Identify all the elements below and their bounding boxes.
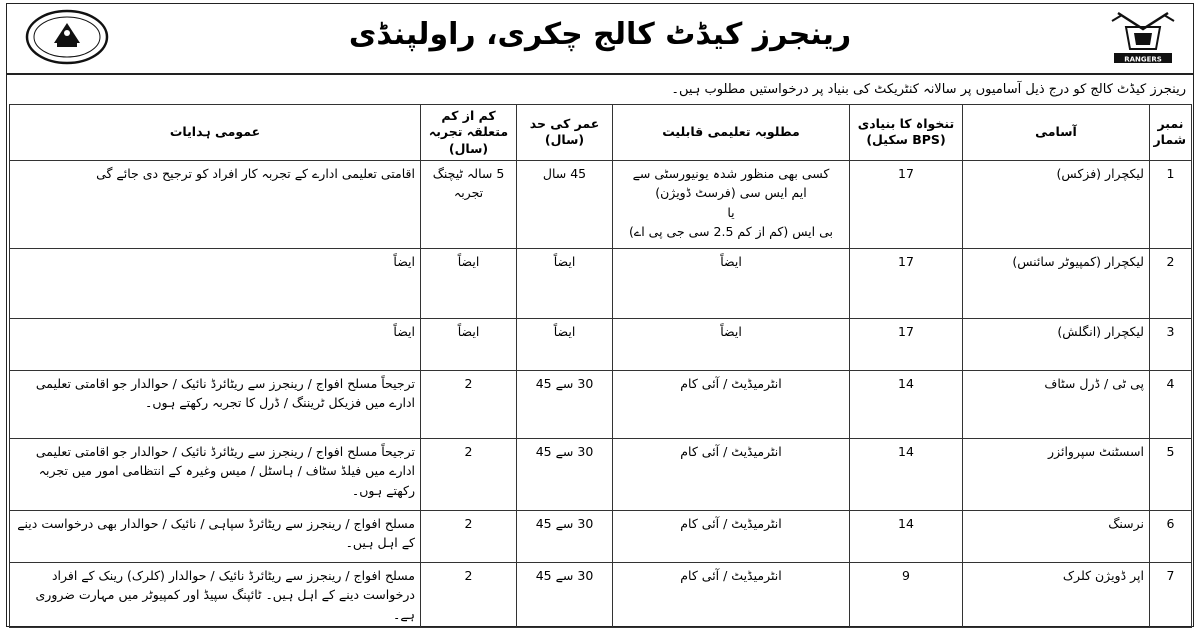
- header-age: عمر کی حد (سال): [517, 105, 613, 161]
- row-post: لیکچرار (کمپیوٹر سائنس): [963, 248, 1150, 318]
- table-row: [10, 248, 1192, 318]
- header-post: آسامی: [963, 105, 1150, 161]
- row-age: 30 سے 45: [517, 562, 613, 627]
- vacancies-table: [9, 104, 1192, 628]
- row-experience: ایضاً: [421, 248, 517, 318]
- row-qualification: کسی بھی منظور شدہ یونیورسٹی سے ایم ایس سی (فرسٹ ڈویژن) یا بی ایس (کم از کم 2.5 سی جی پی اے): [613, 160, 850, 248]
- row-post: لیکچرار (انگلش): [963, 318, 1150, 370]
- row-serial: 4: [1150, 370, 1192, 438]
- row-instructions: اقامتی تعلیمی ادارے کے تجربہ کار افراد کو ترجیح دی جائے گی: [10, 160, 421, 248]
- row-serial: 7: [1150, 562, 1192, 627]
- row-serial: 5: [1150, 438, 1192, 510]
- table-row: [10, 562, 1192, 627]
- table-row: [10, 370, 1192, 438]
- row-instructions: ایضاً: [10, 248, 421, 318]
- row-experience: 2: [421, 562, 517, 627]
- row-scale: 17: [850, 248, 963, 318]
- row-post: لیکچرار (فزکس): [963, 160, 1150, 248]
- row-scale: 17: [850, 160, 963, 248]
- row-serial: 6: [1150, 510, 1192, 562]
- row-instructions: مسلح افواج / رینجرز سے ریٹائرڈ سپاہی / نائیک / حوالدار بھی درخواست دینے کے اہل ہیں۔: [10, 510, 421, 562]
- page-title: رینجرز کیڈٹ کالج چکری، راولپنڈی: [348, 17, 852, 52]
- row-scale: 17: [850, 318, 963, 370]
- table-row: [10, 510, 1192, 562]
- row-post: اسسٹنٹ سپروائزر: [963, 438, 1150, 510]
- row-qualification: انٹرمیڈیٹ / آئی کام: [613, 510, 850, 562]
- row-age: 30 سے 45: [517, 370, 613, 438]
- row-experience: ایضاً: [421, 318, 517, 370]
- row-age: 45 سال: [517, 160, 613, 248]
- row-qualification: انٹرمیڈیٹ / آئی کام: [613, 562, 850, 627]
- row-qualification: ایضاً: [613, 318, 850, 370]
- row-experience: 2: [421, 510, 517, 562]
- row-qualification: ایضاً: [613, 248, 850, 318]
- row-age: ایضاً: [517, 248, 613, 318]
- header-qualification: مطلوبہ تعلیمی قابلیت: [613, 105, 850, 161]
- row-post: اپر ڈویژن کلرک: [963, 562, 1150, 627]
- row-experience: 5 سالہ ٹیچنگ تجربہ: [421, 160, 517, 248]
- row-serial: 2: [1150, 248, 1192, 318]
- intro-text: رینجرز کیڈٹ کالج کو درج ذیل آسامیوں پر سالانہ کنٹریکٹ کی بنیاد پر درخواستیں مطلوب ہیں۔: [671, 82, 1186, 97]
- row-serial: 3: [1150, 318, 1192, 370]
- header-serial: نمبر شمار: [1150, 105, 1192, 161]
- row-age: 30 سے 45: [517, 438, 613, 510]
- table-row: [10, 318, 1192, 370]
- row-qualification: انٹرمیڈیٹ / آئی کام: [613, 438, 850, 510]
- row-age: ایضاً: [517, 318, 613, 370]
- row-post: نرسنگ: [963, 510, 1150, 562]
- document-header: [6, 3, 1194, 75]
- table-header-row: [10, 105, 1192, 161]
- row-instructions: ایضاً: [10, 318, 421, 370]
- header-experience: کم از کم متعلقہ تجربہ (سال): [421, 105, 517, 161]
- row-instructions: ترجیحاً مسلح افواج / رینجرز سے ریٹائرڈ نائیک / حوالدار جو اقامتی تعلیمی ادارے میں فیلڈ سٹاف / ہاسٹل / میس وغیرہ کے انتظامی امور میں تجربہ رکھتے ہوں۔: [10, 438, 421, 510]
- table-row: [10, 438, 1192, 510]
- row-post: پی ٹی / ڈرل سٹاف: [963, 370, 1150, 438]
- row-scale: 14: [850, 438, 963, 510]
- row-instructions: ترجیحاً مسلح افواج / رینجرز سے ریٹائرڈ نائیک / حوالدار جو اقامتی تعلیمی ادارے میں فزیکل ٹریننگ / ڈرل کا تجربہ رکھتے ہوں۔: [10, 370, 421, 438]
- row-qualification: انٹرمیڈیٹ / آئی کام: [613, 370, 850, 438]
- row-serial: 1: [1150, 160, 1192, 248]
- header-instructions: عمومی ہدایات: [10, 105, 421, 161]
- row-age: 30 سے 45: [517, 510, 613, 562]
- row-scale: 14: [850, 510, 963, 562]
- row-experience: 2: [421, 370, 517, 438]
- row-scale: 14: [850, 370, 963, 438]
- rangers-logo-text: RANGERS: [1124, 55, 1162, 64]
- row-instructions: مسلح افواج / رینجرز سے ریٹائرڈ نائیک / حوالدار (کلرک) رینک کے افراد درخواست دینے کے اہل ہیں۔ ٹائپنگ سپیڈ اور کمپیوٹر میں مہارت ضروری ہے۔: [10, 562, 421, 627]
- rangers-emblem-logo: [1104, 7, 1182, 71]
- header-scale: تنخواہ کا بنیادی (BPS سکیل): [850, 105, 963, 161]
- table-row: [10, 160, 1192, 248]
- row-scale: 9: [850, 562, 963, 627]
- row-experience: 2: [421, 438, 517, 510]
